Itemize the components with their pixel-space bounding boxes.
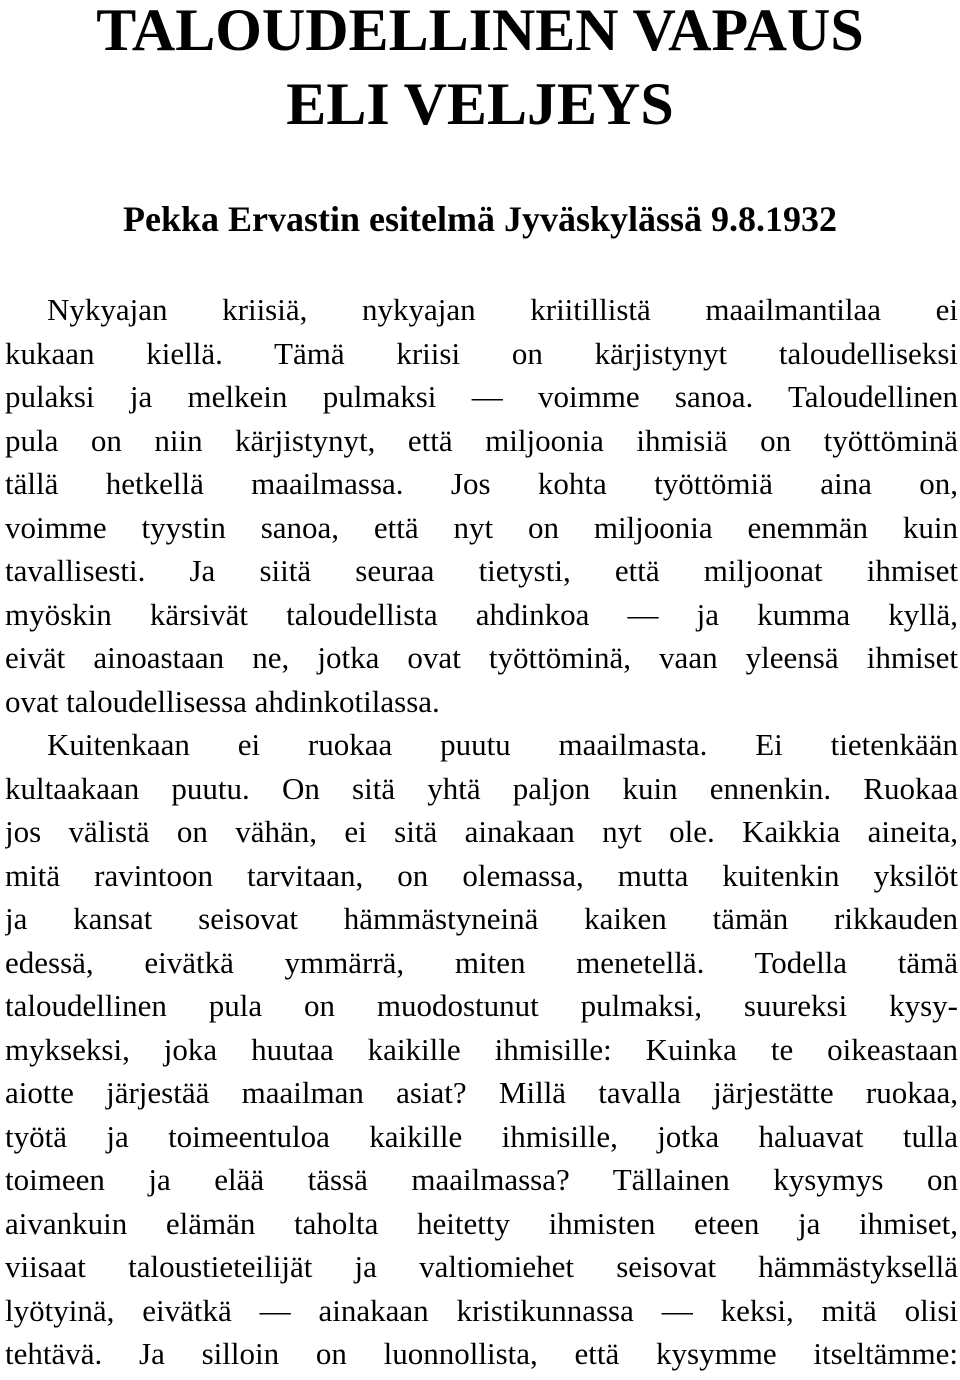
- text-line: taloudellinen pula on muodostunut pulmaksi, suureksi kysy-: [5, 988, 958, 1023]
- text-line: tehtävä. Ja silloin on luonnollista, että kysymme itseltämme:: [5, 1336, 958, 1371]
- text-line: Nykyajan kriisiä, nykyajan kriitillistä maailmantilaa ei: [47, 292, 958, 327]
- text-line: pulaksi ja melkein pulmaksi — voimme sanoa. Taloudellinen: [5, 379, 958, 414]
- document-title-line-2: ELI VELJEYS: [286, 71, 674, 137]
- body-text: [5, 288, 958, 1376]
- text-line: kukaan kiellä. Tämä kriisi on kärjistynyt taloudelliseksi: [5, 335, 958, 371]
- text-line: myöskin kärsivät taloudellista ahdinkoa — ja kumma kyllä,: [5, 596, 958, 632]
- document-subtitle: Pekka Ervastin esitelmä Jyväskylässä 9.8.1932: [122, 199, 838, 239]
- document-title-line-1: TALOUDELLINEN VAPAUS: [96, 0, 864, 63]
- text-line: toimeen ja elää tässä maailmassa? Tällainen kysymys on: [5, 1162, 958, 1197]
- text-line: mykseksi, joka huutaa kaikille ihmisille: Kuinka te oikeastaan: [5, 1031, 958, 1067]
- text-line: aivankuin elämän taholta heitetty ihmisten eteen ja ihmiset,: [5, 1205, 958, 1241]
- text-line: pula on niin kärjistynyt, että miljoonia ihmisiä on työttöminä: [5, 422, 958, 458]
- text-line: ja kansat seisovat hämmästyneinä kaiken tämän rikkauden: [5, 901, 958, 936]
- text-line: tavallisesti. Ja siitä seuraa tietysti, että miljoonat ihmiset: [5, 553, 958, 588]
- text-line: voimme tyystin sanoa, että nyt on miljoonia enemmän kuin: [5, 509, 958, 545]
- text-line: työtä ja toimeentuloa kaikille ihmisille, jotka haluavat tulla: [5, 1118, 958, 1154]
- text-line: kultaakaan puutu. On sitä yhtä paljon kuin ennenkin. Ruokaa: [5, 770, 958, 806]
- text-line: jos välistä on vähän, ei sitä ainakaan nyt ole. Kaikkia aineita,: [5, 814, 958, 849]
- text-line: aiotte järjestää maailman asiat? Millä tavalla järjestätte ruokaa,: [5, 1075, 958, 1110]
- text-line: Kuitenkaan ei ruokaa puutu maailmasta. Ei tietenkään: [47, 727, 958, 762]
- text-line: lyötyinä, eivätkä — ainakaan kristikunnassa — keksi, mitä olisi: [5, 1292, 958, 1328]
- text-line: ovat taloudellisessa ahdinkotilassa.: [5, 683, 440, 719]
- text-line: tällä hetkellä maailmassa. Jos kohta työttömiä aina on,: [5, 466, 958, 501]
- text-line: edessä, eivätkä ymmärrä, miten menetellä. Todella tämä: [5, 944, 958, 980]
- text-line: mitä ravintoon tarvitaan, on olemassa, mutta kuitenkin yksilöt: [5, 857, 958, 893]
- text-line: eivät ainoastaan ne, jotka ovat työttöminä, vaan yleensä ihmiset: [5, 640, 958, 675]
- text-line: viisaat taloustieteilijät ja valtiomiehet seisovat hämmästyksellä: [5, 1249, 958, 1284]
